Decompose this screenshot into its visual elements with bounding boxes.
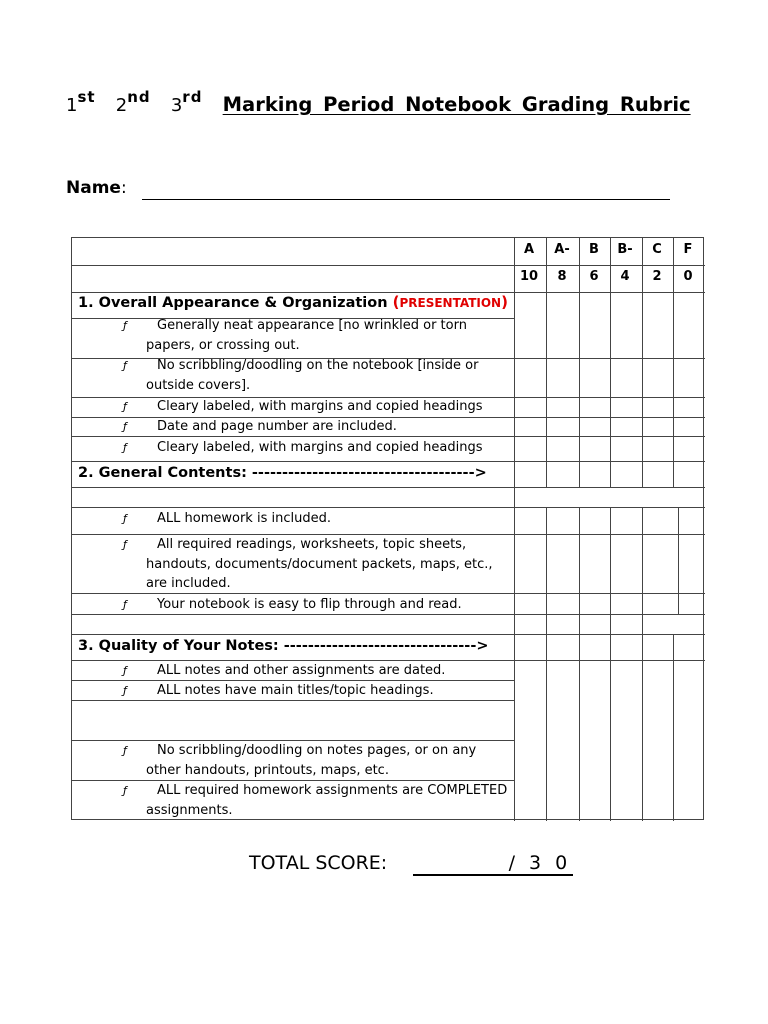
grade-letter-c: C <box>652 242 662 257</box>
section-3-item-3: No scribbling/doodling on notes pages, or on any other handouts, printouts, maps, etc. <box>146 743 477 778</box>
col-divider <box>673 634 674 821</box>
rubric-title <box>66 82 716 121</box>
grade-letter-b: B <box>589 242 599 257</box>
bullet-icon: ƒ <box>123 538 127 551</box>
period-3: 3rd <box>170 88 203 116</box>
section-1-item-4: Date and page number are included. <box>157 419 397 434</box>
bullet-icon: ƒ <box>123 684 127 697</box>
section-3-heading: 3. Quality of Your Notes: --------------------------------> <box>78 638 489 654</box>
section-2-heading: 2. General Contents: -------------------------------------> <box>78 465 487 481</box>
period-2: 2nd <box>115 88 151 116</box>
section-2-item-3: Your notebook is easy to flip through and read. <box>157 597 462 612</box>
section-1-item-5: Cleary labeled, with margins and copied headings <box>157 440 483 455</box>
total-score <box>249 852 573 876</box>
grade-letter-f: F <box>683 242 693 257</box>
grade-points-a-minus: 8 <box>557 269 567 284</box>
bullet-icon: ƒ <box>123 512 127 525</box>
grade-letter-b-minus: B- <box>617 242 633 257</box>
bullet-icon: ƒ <box>123 441 127 454</box>
bullet-icon: ƒ <box>123 319 127 332</box>
section-1-item-2: No scribbling/doodling on the notebook [inside or outside covers]. <box>146 358 479 393</box>
grade-points-c: 2 <box>652 269 662 284</box>
section-3-item-4: ALL required homework assignments are COMPLETED assignments. <box>146 783 508 818</box>
total-score-field[interactable]: / 3 0 <box>413 852 573 876</box>
grade-points-f: 0 <box>683 269 693 284</box>
section-2-item-2: All required readings, worksheets, topic sheets, handouts, documents/document packets, maps, etc., are included. <box>146 537 493 591</box>
row-divider <box>72 487 705 488</box>
total-score-label: TOTAL SCORE: <box>249 852 388 874</box>
col-divider <box>642 507 643 821</box>
grade-points-b: 6 <box>589 269 599 284</box>
grade-points-b-minus: 4 <box>620 269 630 284</box>
col-divider <box>514 238 515 821</box>
section-1-heading: 1. Overall Appearance & Organization (PRESENTATION) <box>78 293 508 311</box>
page-title: Marking Period Notebook Grading Rubric <box>222 93 691 116</box>
col-divider <box>610 507 611 821</box>
section-1-item-1: Generally neat appearance [no wrinkled or torn papers, or crossing out. <box>146 318 467 353</box>
col-divider <box>678 507 679 615</box>
bullet-icon: ƒ <box>123 400 127 413</box>
section-1-item-3: Cleary labeled, with margins and copied headings <box>157 399 483 414</box>
section-3-item-2: ALL notes have main titles/topic headings. <box>157 683 434 698</box>
bullet-icon: ƒ <box>123 664 127 677</box>
col-divider <box>546 507 547 821</box>
bullet-icon: ƒ <box>123 598 127 611</box>
grade-points-a: 10 <box>519 269 539 284</box>
bullet-icon: ƒ <box>123 420 127 433</box>
bullet-icon: ƒ <box>123 784 127 797</box>
name-label: Name: <box>66 178 127 198</box>
col-divider <box>579 507 580 821</box>
bullet-icon: ƒ <box>123 744 127 757</box>
grade-letter-a-minus: A- <box>554 242 570 257</box>
section-3-item-1: ALL notes and other assignments are dated. <box>157 663 446 678</box>
presentation-tag: PRESENTATION <box>399 296 502 310</box>
section-2-item-1: ALL homework is included. <box>157 511 331 526</box>
grade-letter-a: A <box>523 242 535 257</box>
bullet-icon: ƒ <box>123 359 127 372</box>
name-field[interactable] <box>142 199 670 200</box>
period-1: 1st <box>66 88 96 116</box>
